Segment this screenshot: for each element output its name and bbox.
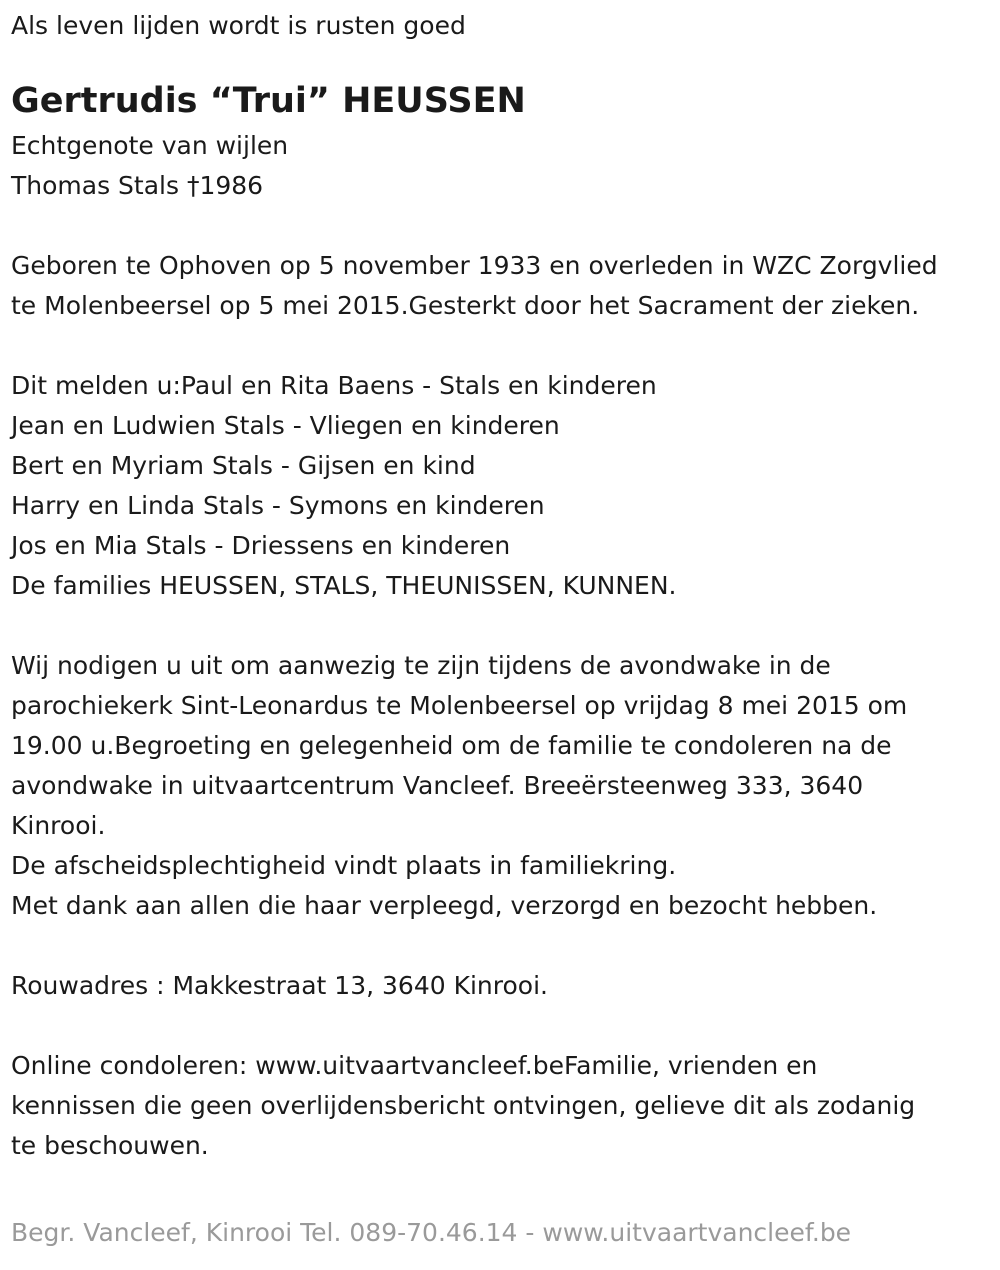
family-line: Jean en Ludwien Stals - Vliegen en kinderen [11,411,560,440]
text-line: Geboren te Ophoven op 5 november 1933 en overleden in WZC Zorgvlied [11,251,938,280]
motto: Als leven lijden wordt is rusten goed [11,11,466,40]
online-condolence-section [11,1046,991,1166]
funeral-home-footer: Begr. Vancleef, Kinrooi Tel. 089-70.46.14 - www.uitvaartvancleef.be [11,1218,852,1247]
text-line: Met dank aan allen die haar verpleegd, verzorgd en bezocht hebben. [11,891,878,920]
text-line: te beschouwen. [11,1131,209,1160]
deceased-name: Gertrudis “Trui” HEUSSEN [11,81,526,121]
text-line: avondwake in uitvaartcentrum Vancleef. Breeërsteenweg 333, 3640 [11,771,864,800]
obituary-notice [11,8,991,1166]
family-line: Dit melden u:Paul en Rita Baens - Stals en kinderen [11,371,657,400]
family-line: Bert en Myriam Stals - Gijsen en kind [11,451,476,480]
spacer [11,926,991,966]
family-line: Jos en Mia Stals - Driessens en kinderen [11,531,511,560]
family-line: De families HEUSSEN, STALS, THEUNISSEN, KUNNEN. [11,571,677,600]
text-line: parochiekerk Sint-Leonardus te Molenbeersel op vrijdag 8 mei 2015 om [11,691,908,720]
spacer [11,326,991,366]
family-section [11,366,991,606]
mourning-address: Rouwadres : Makkestraat 13, 3640 Kinrooi. [11,971,548,1000]
text-line: Online condoleren: www.uitvaartvancleef.beFamilie, vrienden en [11,1051,818,1080]
spacer [11,1006,991,1046]
text-line: te Molenbeersel op 5 mei 2015.Gesterkt door het Sacrament der zieken. [11,291,920,320]
text-line: kennissen die geen overlijdensbericht ontvingen, gelieve dit als zodanig [11,1091,916,1120]
birth-death-section [11,246,991,326]
family-line: Harry en Linda Stals - Symons en kinderen [11,491,545,520]
spacer [11,606,991,646]
text-line: Wij nodigen u uit om aanwezig te zijn tijdens de avondwake in de [11,651,831,680]
spouse-section [11,126,991,206]
text-line: 19.00 u.Begroeting en gelegenheid om de familie te condoleren na de [11,731,892,760]
spouse-line: Thomas Stals †1986 [11,171,264,200]
invitation-section [11,646,991,926]
text-line: De afscheidsplechtigheid vindt plaats in familiekring. [11,851,677,880]
spouse-line: Echtgenote van wijlen [11,131,289,160]
text-line: Kinrooi. [11,811,106,840]
spacer [11,206,991,246]
